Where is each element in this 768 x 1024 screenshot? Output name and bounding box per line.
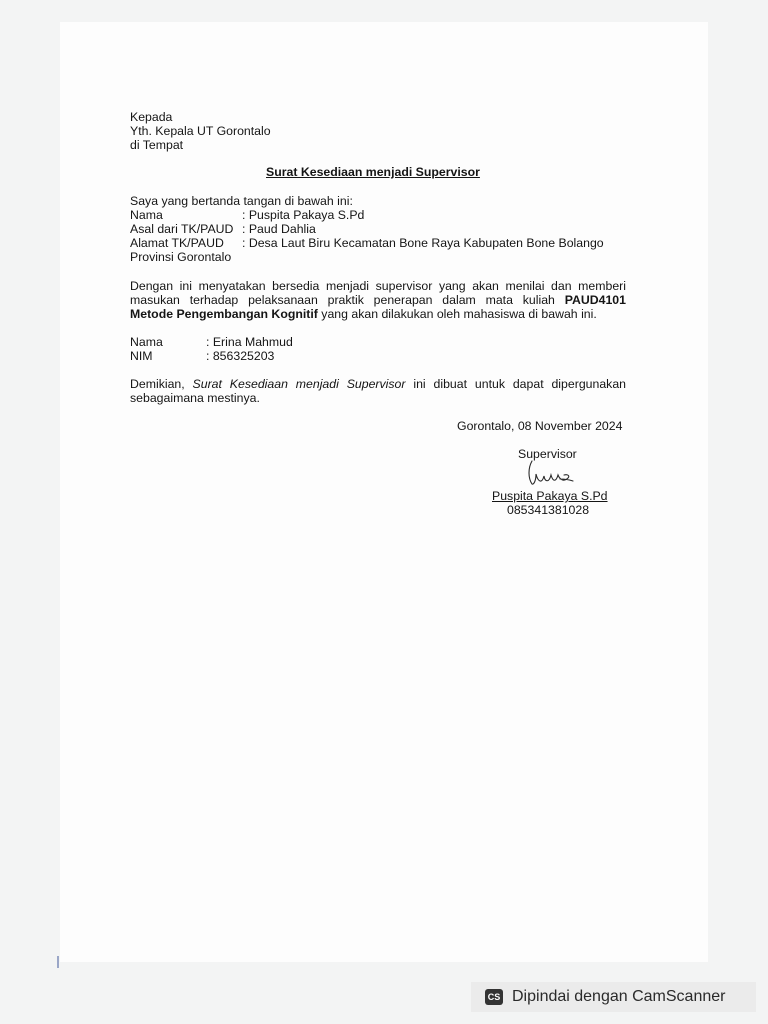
supervisor-name-label: Nama [130,208,163,222]
supervisor-name-row [130,208,364,222]
supervisor-address-row [130,236,604,250]
signer-name-text: Puspita Pakaya S.Pd [492,489,608,503]
supervisor-address-value: : Desa Laut Biru Kecamatan Bone Raya Kabupaten Bone Bolango [242,236,604,250]
scan-edge-mark [57,956,59,968]
closing-part-2: ini dibuat untuk dapat dipergunakan [413,377,626,391]
student-nim-value: : 856325203 [206,349,275,363]
signature-role: Supervisor [518,447,577,461]
supervisor-origin-value: : Paud Dahlia [242,222,316,236]
closing-line-2: sebagaimana mestinya. [130,391,260,405]
document-page [60,22,708,962]
statement-line-2 [130,293,626,307]
student-name-row [130,335,293,349]
supervisor-origin-label: Asal dari TK/PAUD [130,222,234,236]
letter-title: Surat Kesediaan menjadi Supervisor [266,165,480,179]
supervisor-name-value: : Puspita Pakaya S.Pd [242,208,365,222]
signer-name [492,489,608,503]
supervisor-address-cont: Provinsi Gorontalo [130,250,232,264]
student-nim-row [130,349,274,363]
camscanner-watermark [471,982,756,1012]
address-line-1: Kepada [130,110,173,124]
student-name-value: : Erina Mahmud [206,335,293,349]
address-line-2: Yth. Kepala UT Gorontalo [130,124,271,138]
handwritten-signature [524,458,576,488]
place-date: Gorontalo, 08 November 2024 [457,419,623,433]
camscanner-logo-icon: CS [485,989,503,1005]
closing-part-1: Demikian, [130,377,185,391]
statement-line-2-text: masukan terhadap pelaksanaan praktik penerapan dalam mata kuliah [130,293,555,307]
camscanner-text: Dipindai dengan CamScanner [512,988,726,1005]
statement-line-1: Dengan ini menyatakan bersedia menjadi supervisor yang akan menilai dan memberi [130,279,626,293]
course-code: PAUD4101 [564,293,626,307]
closing-italic-title: Surat Kesediaan menjadi Supervisor [192,377,406,391]
course-name: Metode Pengembangan Kognitif [130,307,318,321]
intro-text: Saya yang bertanda tangan di bawah ini: [130,194,353,208]
student-name-label: Nama [130,335,163,349]
signer-phone: 085341381028 [507,503,590,517]
statement-line-3-text: yang akan dilakukan oleh mahasiswa di bawah ini. [321,307,597,321]
supervisor-origin-row [130,222,316,236]
student-nim-label: NIM [130,349,153,363]
statement-line-3 [130,307,597,321]
supervisor-address-label: Alamat TK/PAUD [130,236,224,250]
closing-line-1 [130,377,626,391]
address-line-3: di Tempat [130,138,184,152]
